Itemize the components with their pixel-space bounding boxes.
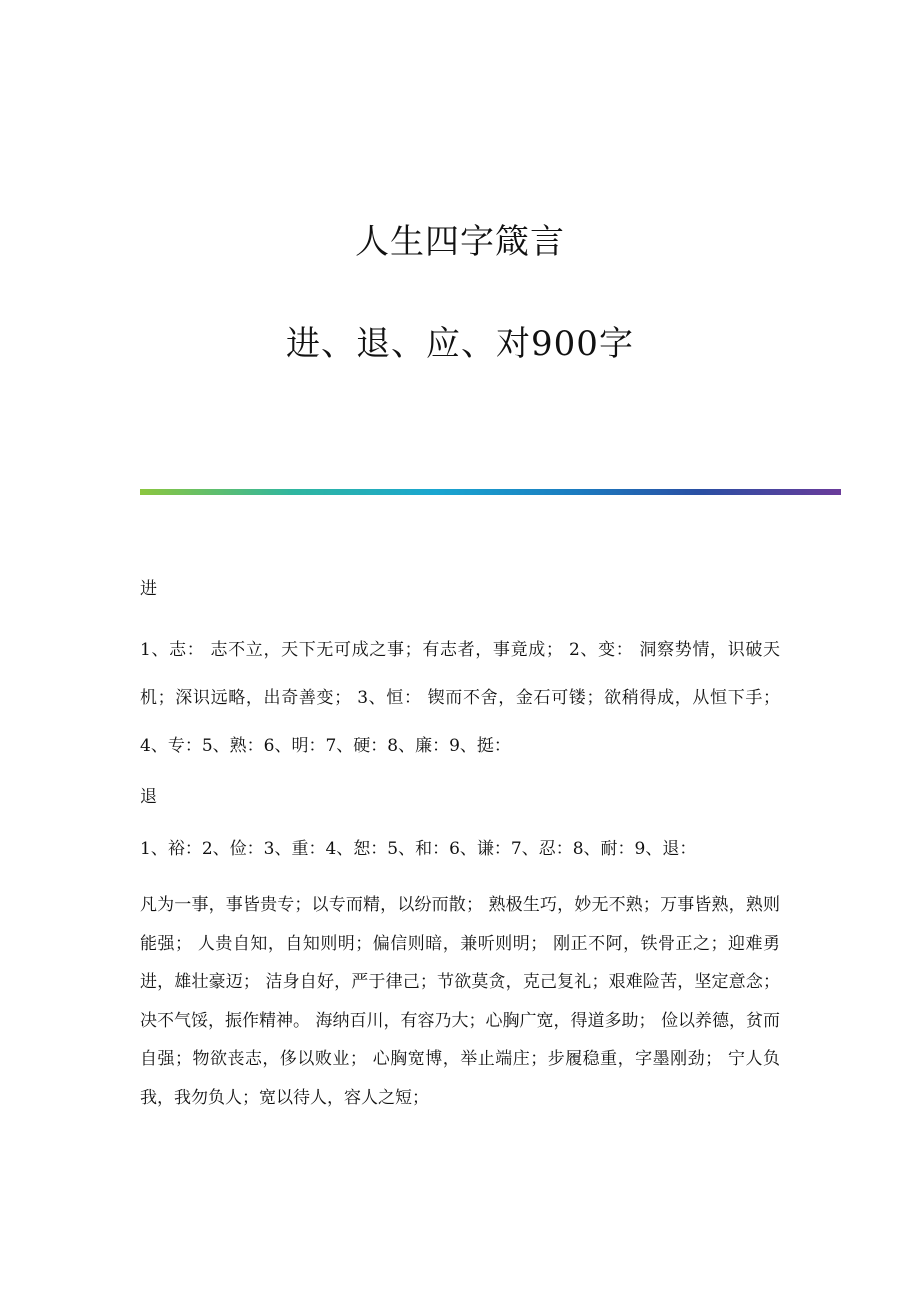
- advance-paragraph: 1、志： 志不立，天下无可成之事；有志者，事竟成； 2、变： 洞察势情，识破天机；深识远略，出奇善变； 3、恒： 锲而不舍，金石可镂；欲稍得成，从恒下手； 4、专：5、熟：6、明：7、硬：8、廉：9、挺：: [140, 640, 780, 756]
- gradient-divider: [140, 489, 841, 495]
- document-title: 人生四字箴言: [355, 222, 565, 262]
- section-heading-retreat: 退: [140, 787, 157, 807]
- body-paragraph: 凡为一事，事皆贵专；以专而精，以纷而散； 熟极生巧，妙无不熟；万事皆熟，熟则能强； 人贵自知，自知则明；偏信则暗，兼听则明； 刚正不阿，铁骨正之；迎难勇进，雄壮豪迈； 洁身自好，严于律己；节欲莫贪，克己复礼；艰难险苦，坚定意念；决不气馁，振作精神。 海纳百川，有容乃大；心胸广宽，得道多助； 俭以养德，贫而自强；物欲丧志，侈以败业； 心胸宽博，举止端庄；步履稳重，字墨刚劲； 宁人负我，我勿负人；宽以待人，容人之短；: [140, 895, 780, 1108]
- section-heading-advance: 进: [140, 579, 157, 599]
- retreat-list-paragraph: 1、裕：2、俭：3、重：4、恕：5、和：6、谦：7、忍：8、耐：9、退：: [140, 839, 697, 859]
- document-subtitle: 进、退、应、对900字: [286, 324, 634, 364]
